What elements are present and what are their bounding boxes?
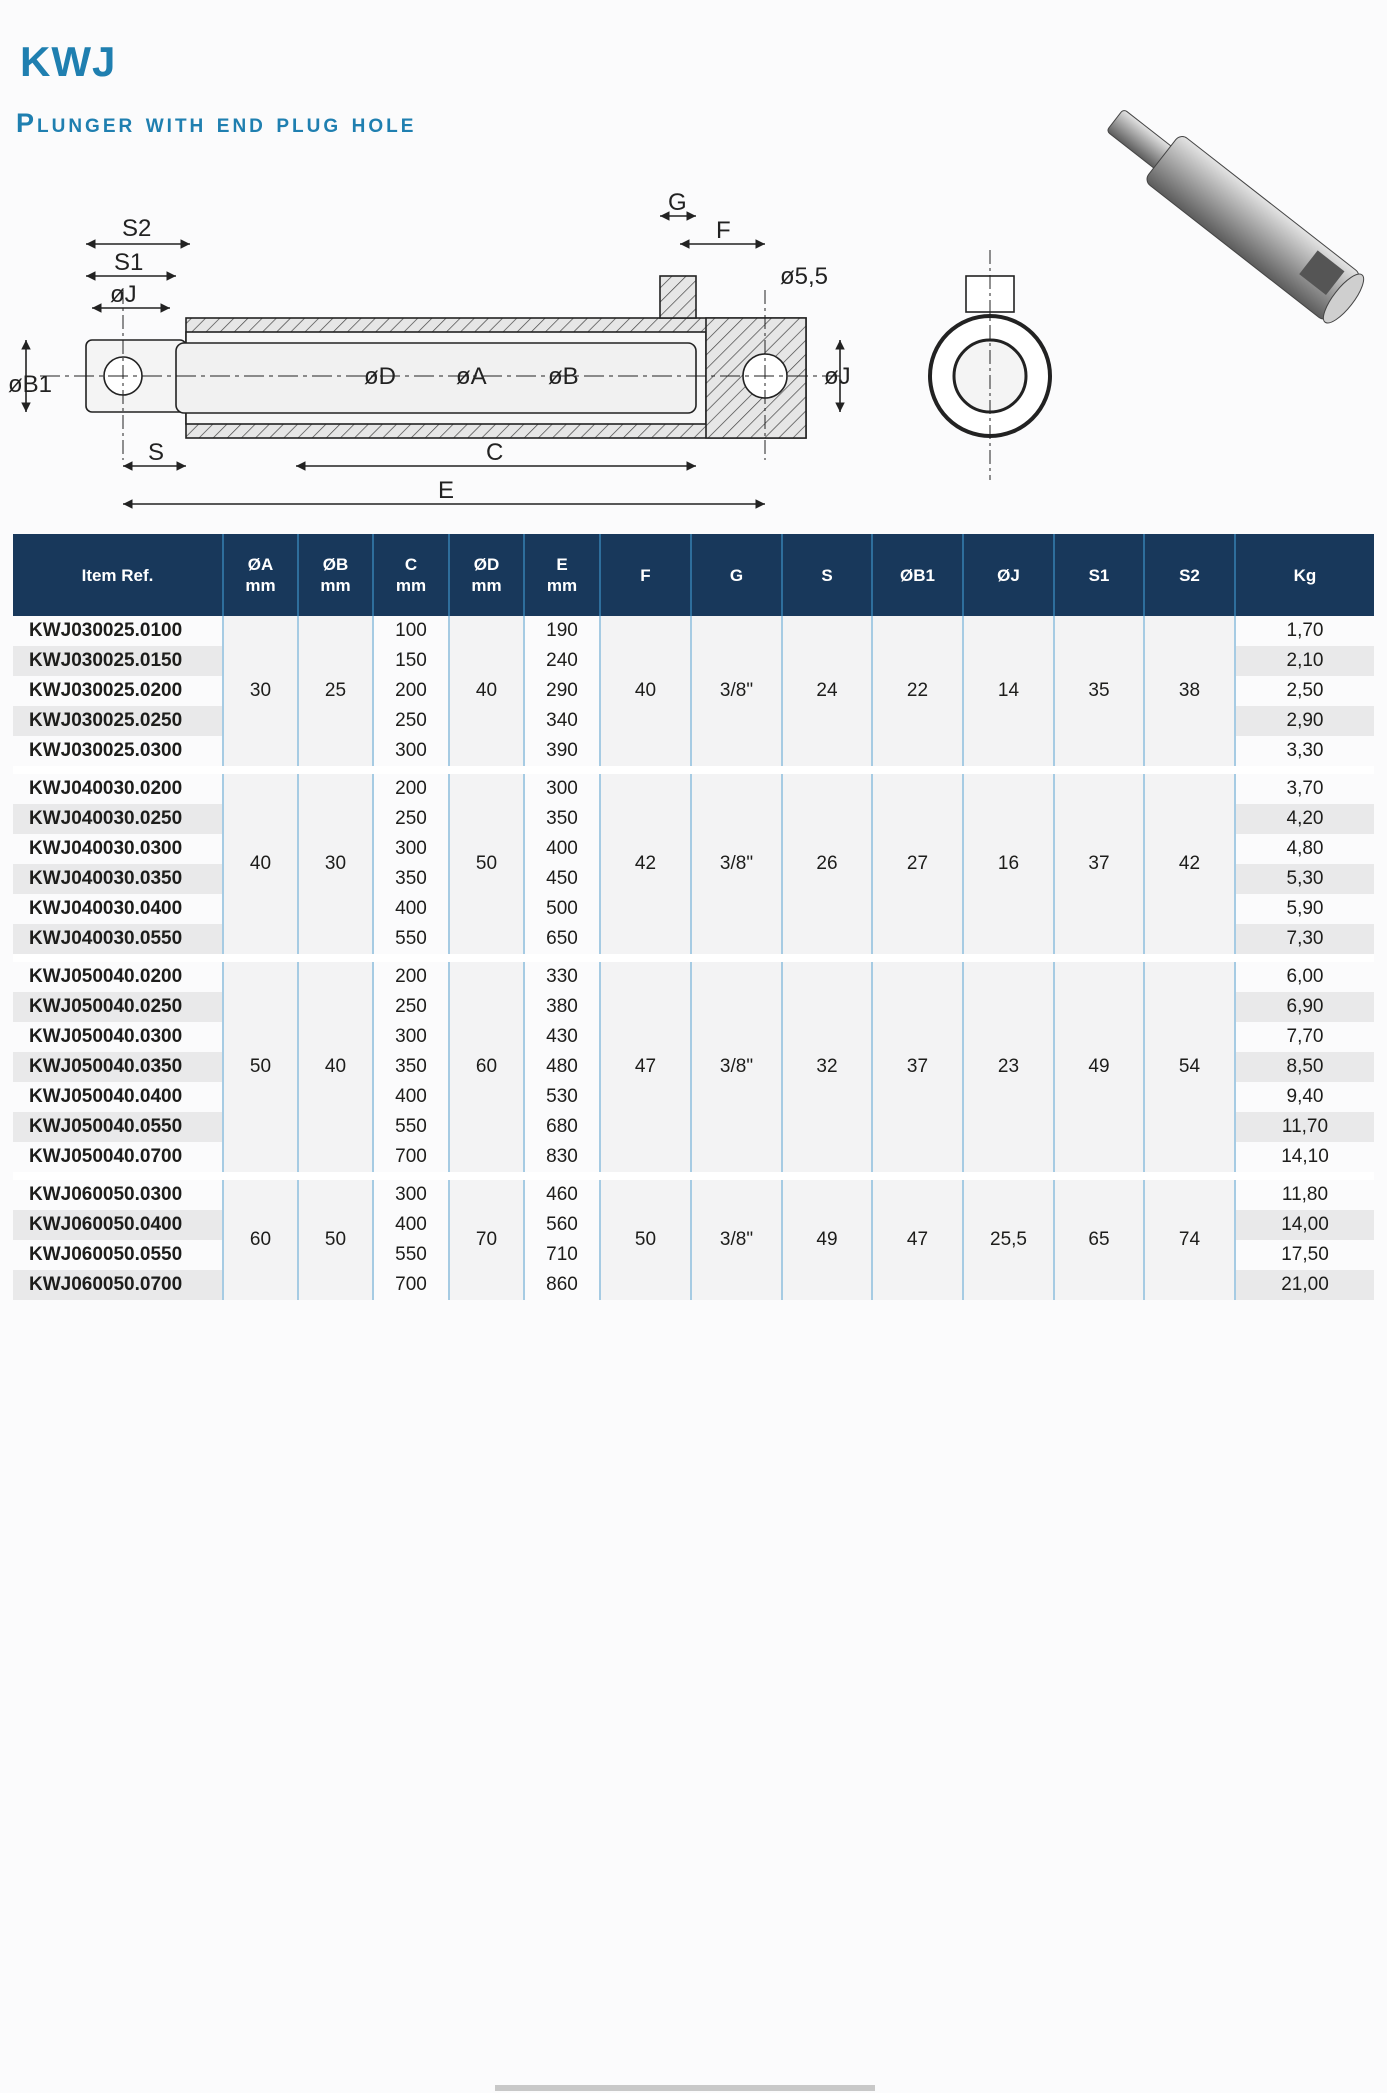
kg-cell: 5,30 [1235,864,1374,894]
e-cell: 530 [524,1082,600,1112]
g-cell: 3/8" [691,774,782,954]
od-cell: 60 [449,962,524,1172]
e-cell: 560 [524,1210,600,1240]
c-cell: 550 [373,1112,449,1142]
s2-cell: 54 [1144,962,1235,1172]
column-header: C mm [373,534,449,616]
kg-cell: 4,20 [1235,804,1374,834]
c-cell: 550 [373,924,449,954]
kg-cell: 1,70 [1286,620,1324,641]
kg-cell: 5,90 [1286,898,1324,919]
oj-cell: 14 [963,616,1054,766]
s2-cell: 42 [1144,774,1235,954]
item-ref-cell: KWJ060050.0300 [13,1180,223,1210]
c-cell: 200 [373,676,449,706]
s2-cell: 38 [1144,616,1235,766]
od-cell: 50 [449,774,524,954]
s1-cell: 37 [1054,774,1144,954]
s2-cell: 74 [1144,1180,1235,1300]
oj-cell: 16 [963,774,1054,954]
c-cell: 200 [373,962,449,992]
column-header: ØB1 [872,534,963,616]
e-cell: 480 [524,1052,600,1082]
cylinder-product-image [1095,100,1385,360]
e-cell: 240 [524,646,600,676]
item-ref-cell: KWJ050040.0550 [13,1112,223,1142]
table-row [13,1180,1374,1210]
e-cell: 650 [524,924,600,954]
s-cell: 49 [782,1180,872,1300]
e-cell: 430 [524,1022,600,1052]
kg-cell: 11,80 [1281,1184,1329,1205]
ob-cell: 30 [298,774,373,954]
kg-cell: 8,50 [1235,1052,1374,1082]
e-cell: 380 [524,992,600,1022]
c-cell: 400 [373,1082,449,1112]
label-s: S [148,439,165,466]
c-cell: 250 [373,992,449,1022]
label-s2: S2 [122,215,152,242]
table-header-row [13,534,1374,616]
c-cell: 100 [373,616,449,646]
piston-plunger [176,343,696,413]
item-ref-cell: KWJ030025.0100 [13,616,223,646]
column-header: G [691,534,782,616]
e-cell: 680 [524,1112,600,1142]
specification-table [13,534,1374,1300]
item-ref-cell: KWJ040030.0250 [13,804,223,834]
kg-cell: 14,10 [1281,1146,1329,1167]
ob-cell: 40 [298,962,373,1172]
label-hole: ø5,5 [780,263,829,290]
column-header: E mm [524,534,600,616]
group-separator [13,954,1374,962]
column-header: S1 [1054,534,1144,616]
kg-cell: 2,90 [1235,706,1374,736]
oa-cell: 60 [223,1180,298,1300]
e-cell: 330 [524,962,600,992]
ob1-cell: 47 [872,1180,963,1300]
s1-cell: 35 [1054,616,1144,766]
c-cell: 400 [373,1210,449,1240]
item-ref-cell: KWJ040030.0350 [13,864,223,894]
kg-cell: 17,50 [1281,1244,1329,1265]
kg-cell: 3,70 [1286,778,1324,799]
item-ref-cell: KWJ030025.0250 [13,706,223,736]
item-ref-cell: KWJ030025.0200 [13,676,223,706]
kg-cell: 9,40 [1286,1086,1324,1107]
kg-cell: 7,30 [1235,924,1374,954]
table-row [13,774,1374,804]
c-cell: 700 [373,1270,449,1300]
ob-cell: 50 [298,1180,373,1300]
e-cell: 710 [524,1240,600,1270]
oj-cell: 23 [963,962,1054,1172]
kg-cell: 6,90 [1235,992,1374,1022]
column-header: S2 [1144,534,1235,616]
g-cell: 3/8" [691,616,782,766]
label-f: F [716,217,731,244]
oj-cell: 25,5 [963,1180,1054,1300]
kg-cell: 14,00 [1235,1210,1374,1240]
e-cell: 340 [524,706,600,736]
item-ref-cell: KWJ060050.0400 [13,1210,223,1240]
ob1-cell: 22 [872,616,963,766]
kg-cell: 2,10 [1235,646,1374,676]
item-ref-cell: KWJ030025.0150 [13,646,223,676]
item-ref-cell: KWJ040030.0550 [13,924,223,954]
label-od: øD [364,363,396,390]
s-cell: 24 [782,616,872,766]
c-cell: 350 [373,864,449,894]
group-separator [13,766,1374,774]
item-ref-cell: KWJ060050.0700 [13,1270,223,1300]
label-oj: øJ [110,281,137,308]
c-cell: 250 [373,706,449,736]
g-cell: 3/8" [691,962,782,1172]
od-cell: 70 [449,1180,524,1300]
item-ref-cell: KWJ050040.0400 [13,1082,223,1112]
item-ref-cell: KWJ040030.0400 [13,894,223,924]
s1-cell: 65 [1054,1180,1144,1300]
e-cell: 190 [524,616,600,646]
group-separator [13,1172,1374,1180]
kg-cell: 2,50 [1286,680,1324,701]
e-cell: 830 [524,1142,600,1172]
column-header: ØJ [963,534,1054,616]
label-c: C [486,439,504,466]
column-header: ØD mm [449,534,524,616]
item-ref-cell: KWJ050040.0700 [13,1142,223,1172]
kg-cell: 6,00 [1286,966,1324,987]
footer-rule [495,2085,875,2091]
f-cell: 42 [600,774,691,954]
e-cell: 400 [524,834,600,864]
item-ref-cell: KWJ050040.0200 [13,962,223,992]
e-cell: 390 [524,736,600,766]
label-e: E [438,477,455,504]
ob1-cell: 37 [872,962,963,1172]
f-cell: 47 [600,962,691,1172]
oa-cell: 50 [223,962,298,1172]
table-body [13,616,1374,1300]
ob1-cell: 27 [872,774,963,954]
oil-port [660,276,696,318]
kg-cell: 7,70 [1286,1026,1324,1047]
table-row [13,962,1374,992]
oa-cell: 40 [223,774,298,954]
e-cell: 500 [524,894,600,924]
s1-cell: 49 [1054,962,1144,1172]
c-cell: 200 [373,774,449,804]
e-cell: 450 [524,864,600,894]
c-cell: 300 [373,834,449,864]
product-code-title: KWJ [20,38,117,85]
od-cell: 40 [449,616,524,766]
c-cell: 250 [373,804,449,834]
label-ob1: øB1 [8,371,53,398]
f-cell: 50 [600,1180,691,1300]
c-cell: 300 [373,736,449,766]
label-g: G [668,189,687,216]
c-cell: 700 [373,1142,449,1172]
e-cell: 350 [524,804,600,834]
item-ref-cell: KWJ030025.0300 [13,736,223,766]
s-cell: 26 [782,774,872,954]
kg-cell: 4,80 [1286,838,1324,859]
f-cell: 40 [600,616,691,766]
column-header: F [600,534,691,616]
item-ref-cell: KWJ060050.0550 [13,1240,223,1270]
label-s1: S1 [114,249,144,276]
item-ref-cell: KWJ040030.0200 [13,774,223,804]
e-cell: 290 [524,676,600,706]
item-ref-cell: KWJ050040.0250 [13,992,223,1022]
kg-cell: 21,00 [1235,1270,1374,1300]
e-cell: 460 [524,1180,600,1210]
c-cell: 300 [373,1022,449,1052]
c-cell: 550 [373,1240,449,1270]
g-cell: 3/8" [691,1180,782,1300]
item-ref-cell: KWJ050040.0350 [13,1052,223,1082]
e-cell: 300 [524,774,600,804]
ob-cell: 25 [298,616,373,766]
table-row [13,616,1374,646]
item-ref-cell: KWJ040030.0300 [13,834,223,864]
c-cell: 350 [373,1052,449,1082]
column-header: ØA mm [223,534,298,616]
e-cell: 860 [524,1270,600,1300]
label-oa: øA [456,363,487,390]
oa-cell: 30 [223,616,298,766]
label-ob: øB [548,363,579,390]
kg-cell: 11,70 [1235,1112,1374,1142]
c-cell: 150 [373,646,449,676]
c-cell: 300 [373,1180,449,1210]
technical-drawing [0,160,1080,520]
c-cell: 400 [373,894,449,924]
s-cell: 32 [782,962,872,1172]
product-subtitle: Plunger with end plug hole [16,108,417,138]
kg-cell: 3,30 [1286,740,1324,761]
column-header: S [782,534,872,616]
column-header: Item Ref. [13,534,223,616]
item-ref-cell: KWJ050040.0300 [13,1022,223,1052]
column-header: ØB mm [298,534,373,616]
label-oj-right: øJ [824,363,851,390]
column-header: Kg [1235,534,1374,616]
